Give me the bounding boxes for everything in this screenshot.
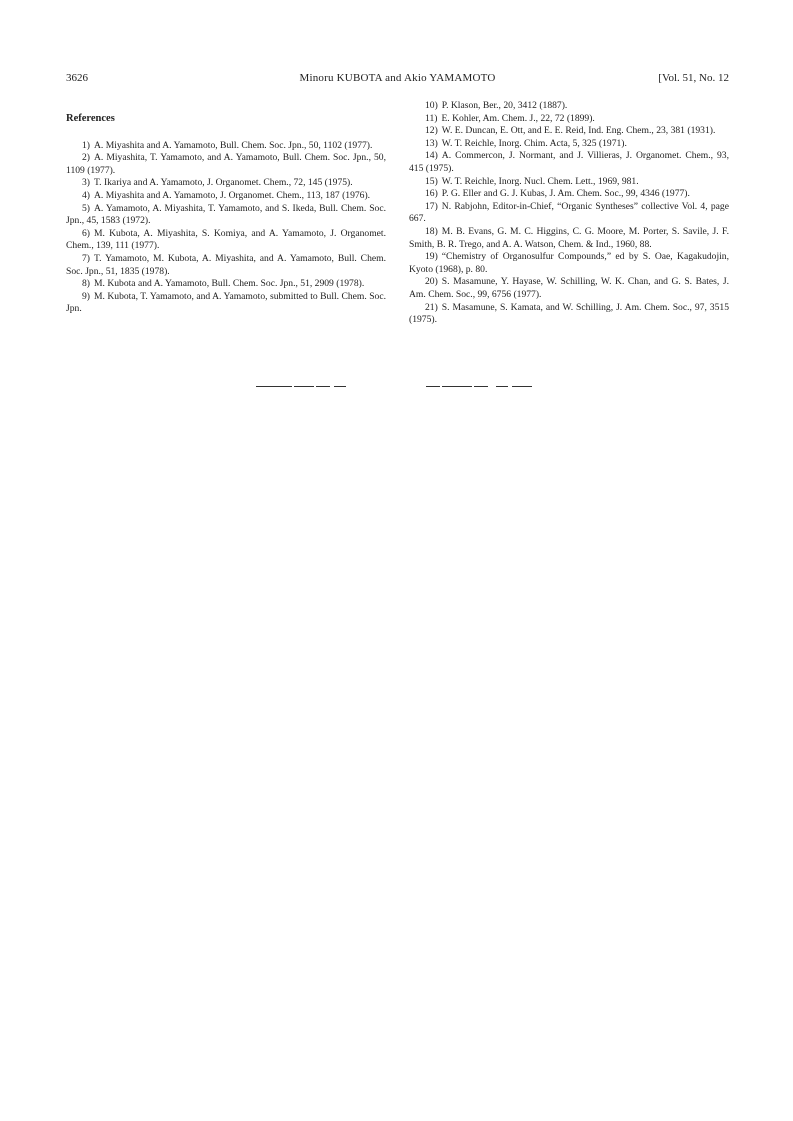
reference-text: N. Rabjohn, Editor-in-Chief, “Organic Syntheses” collective Vol. 4, page 667. xyxy=(409,200,729,225)
reference-number: 7) xyxy=(82,252,90,264)
reference-number: 20) xyxy=(425,276,438,288)
reference-text: M. Kubota and A. Yamamoto, Bull. Chem. Soc. Jpn., 51, 2909 (1978). xyxy=(94,278,365,290)
reference-number: 10) xyxy=(425,100,438,111)
reference-list-left xyxy=(66,140,386,316)
reference-number: 8) xyxy=(82,278,90,290)
reference-text: P. Klason, Ber., 20, 3412 (1887). xyxy=(441,100,568,111)
reference-number: 21) xyxy=(425,301,438,313)
end-rule xyxy=(256,386,536,388)
reference-item xyxy=(66,190,386,203)
reference-list-right xyxy=(409,100,729,327)
reference-number: 2) xyxy=(82,152,90,164)
reference-text: “Chemistry of Organosulfur Compounds,” ed by S. Oae, Kagakudojin, Kyoto (1968), p. 80. xyxy=(409,251,729,275)
reference-item xyxy=(409,276,729,301)
reference-number: 11) xyxy=(425,112,438,124)
reference-text: A. Miyashita and A. Yamamoto, J. Organomet. Chem., 113, 187 (1976). xyxy=(94,189,371,201)
reference-text: W. T. Reichle, Inorg. Chim. Acta, 5, 325 (1971). xyxy=(441,137,627,149)
reference-text: A. Miyashita and A. Yamamoto, Bull. Chem. Soc. Jpn., 50, 1102 (1977). xyxy=(94,139,373,151)
reference-text: T. Yamamoto, M. Kubota, A. Miyashita, and A. Yamamoto, Bull. Chem. Soc. Jpn., 51, 1835 (1978). xyxy=(66,252,386,277)
reference-item xyxy=(66,278,386,291)
reference-text: M. B. Evans, G. M. C. Higgins, C. G. Moore, M. Porter, S. Savile, J. F. Smith, B. R. Trego, and A. A. Watson, Chem. & Ind., 1960, 88. xyxy=(409,225,729,250)
reference-text: W. T. Reichle, Inorg. Nucl. Chem. Lett., 1969, 981. xyxy=(441,175,639,187)
reference-number: 1) xyxy=(82,139,90,151)
reference-number: 17) xyxy=(425,200,438,212)
reference-text: E. Kohler, Am. Chem. J., 22, 72 (1899). xyxy=(441,112,595,124)
reference-item xyxy=(66,291,386,316)
reference-text: W. E. Duncan, E. Ott, and E. E. Reid, Ind. Eng. Chem., 23, 381 (1931). xyxy=(441,125,716,137)
running-title-authors: Minoru KUBOTA and Akio YAMAMOTO xyxy=(299,72,496,84)
reference-text: A. Miyashita, T. Yamamoto, and A. Yamamoto, Bull. Chem. Soc. Jpn., 50, 1109 (1977). xyxy=(66,152,386,176)
reference-number: 14) xyxy=(425,150,438,162)
reference-number: 6) xyxy=(82,227,90,239)
reference-item xyxy=(409,226,729,251)
reference-item xyxy=(409,138,729,151)
reference-item xyxy=(66,228,386,253)
reference-text: A. Commercon, J. Normant, and J. Villieras, J. Organomet. Chem., 93, 415 (1975). xyxy=(409,150,729,174)
reference-number: 16) xyxy=(425,188,438,200)
reference-text: S. Masamune, Y. Hayase, W. Schilling, W. K. Chan, and G. S. Bates, J. Am. Chem. Soc., 99, 6756 (1977). xyxy=(409,276,729,300)
references-heading: References xyxy=(66,113,115,124)
reference-text: M. Kubota, T. Yamamoto, and A. Yamamoto, submitted to Bull. Chem. Soc. Jpn. xyxy=(66,290,386,315)
reference-number: 19) xyxy=(425,251,438,263)
reference-number: 9) xyxy=(82,290,90,302)
reference-item xyxy=(66,203,386,228)
reference-text: A. Yamamoto, A. Miyashita, T. Yamamoto, and S. Ikeda, Bull. Chem. Soc. Jpn., 45, 1583 (1972). xyxy=(66,202,386,227)
reference-number: 18) xyxy=(425,225,438,237)
reference-text: M. Kubota, A. Miyashita, S. Komiya, and A. Yamamoto, J. Organomet. Chem., 139, 111 (1977). xyxy=(66,227,386,252)
volume-issue: [Vol. 51, No. 12 xyxy=(658,72,729,84)
reference-number: 13) xyxy=(425,137,438,149)
reference-number: 4) xyxy=(82,189,90,201)
references-left-column xyxy=(66,100,386,316)
reference-item xyxy=(409,100,729,113)
reference-item xyxy=(66,140,386,153)
reference-item xyxy=(409,125,729,138)
reference-number: 5) xyxy=(82,202,90,214)
reference-item xyxy=(409,201,729,226)
reference-number: 3) xyxy=(82,177,90,189)
reference-item xyxy=(409,113,729,126)
reference-text: S. Masamune, S. Kamata, and W. Schilling, J. Am. Chem. Soc., 97, 3515 (1975). xyxy=(409,301,729,326)
references-right-column xyxy=(409,100,729,327)
reference-item xyxy=(409,150,729,175)
reference-number: 15) xyxy=(425,175,438,187)
reference-item xyxy=(66,253,386,278)
reference-item xyxy=(409,251,729,276)
reference-item xyxy=(409,176,729,189)
page-number: 3626 xyxy=(66,72,88,84)
reference-item xyxy=(66,152,386,177)
reference-item xyxy=(409,302,729,327)
reference-text: P. G. Eller and G. J. Kubas, J. Am. Chem. Soc., 99, 4346 (1977). xyxy=(441,188,690,200)
reference-text: T. Ikariya and A. Yamamoto, J. Organomet. Chem., 72, 145 (1975). xyxy=(94,177,353,189)
reference-item xyxy=(409,188,729,201)
reference-number: 12) xyxy=(425,125,438,137)
reference-item xyxy=(66,177,386,190)
running-header xyxy=(66,72,729,86)
